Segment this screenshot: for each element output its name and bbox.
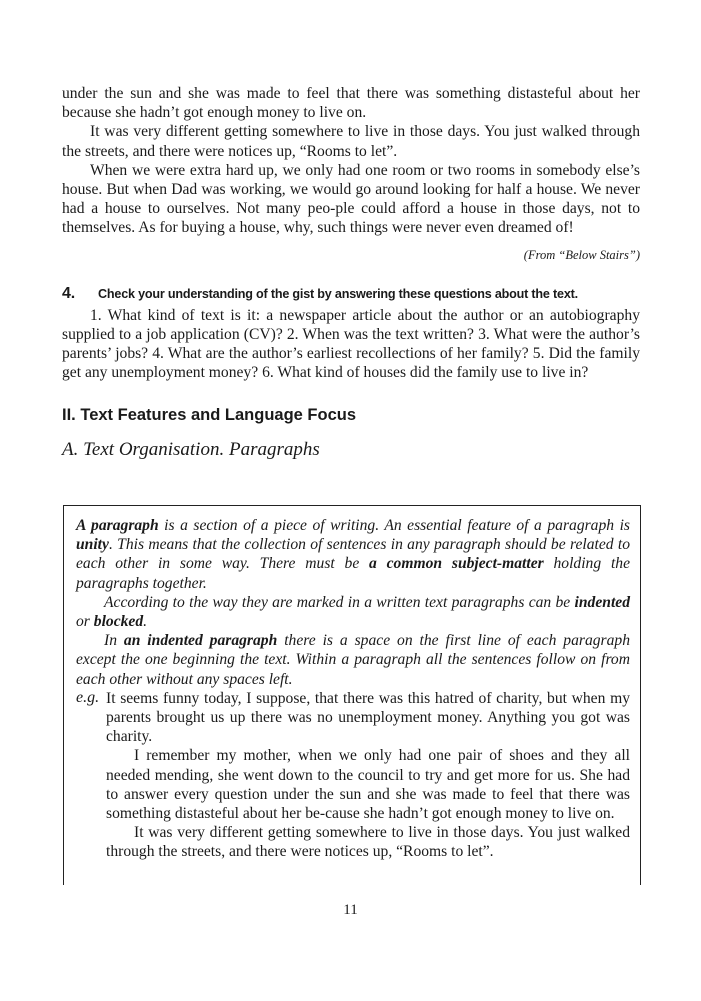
example-label: e.g. (76, 688, 100, 706)
task-questions: 1. What kind of text is it: a newspaper article about the author or an autobiography supplied to a job application (CV)? 2. When was the text written? 3. What were the author’s parents’ jobs? 4. What are the author’s earliest recollections of her family? 5. Did the family get any unemployment money? 6. What kind of houses did the family use to live in? (62, 306, 640, 382)
definition-box (63, 505, 641, 885)
definition-paragraph (76, 631, 630, 689)
text: . This means that the collection of sentences in any paragraph should be related to each other in some way. There must be (76, 536, 630, 573)
example-paragraph: It was very different getting somewhere to live in those days. You just walked through the streets, and there were notices up, “Rooms to let”. (106, 824, 630, 861)
term-indented-paragraph: an indented paragraph (123, 632, 278, 650)
text: According to the way they are marked in a written text paragraphs can be (104, 593, 575, 611)
example-text (106, 689, 630, 862)
text: or (76, 613, 94, 631)
text: In (104, 632, 124, 650)
section-heading: II. Text Features and Language Focus (62, 405, 357, 424)
text: there is a space on the first line of each paragraph except the one beginning the text. Within a paragraph all the sentences follow on from each other without any spaces left. (76, 632, 631, 688)
reading-paragraph: When we were extra hard up, we only had one room or two rooms in somebody else’s house. But when Dad was working, we would go around looking for half a house. We never had a house to ourselves. Not many peo-ple could afford a house in those days, not to themselves. As for buying a house, why, such things were never even dreamed of! (62, 161, 640, 237)
text: . (143, 613, 148, 631)
text: is a section of a piece of writing. An essential feature of a paragraph is (158, 517, 630, 534)
page-body (62, 84, 640, 461)
example-block (76, 689, 630, 862)
reading-paragraph: It was very different getting somewhere to live in those days. You just walked through the streets, and there were notices up, “Rooms to let”. (62, 123, 640, 160)
example-paragraph: It seems funny today, I suppose, that there was this hatred of charity, but when my parents brought us up there was no unemployment money. Anything you got was charity. (106, 689, 630, 746)
task-number: 4. (62, 284, 75, 302)
page-number: 11 (343, 902, 358, 918)
term-common-subject: a common subject-matter (369, 555, 544, 573)
reading-paragraph: under the sun and she was made to feel that there was something distasteful about her because she hadn’t got enough money to live on. (62, 85, 640, 122)
definition-paragraph (76, 593, 630, 631)
example-paragraph: I remember my mother, when we only had one pair of shoes and they all needed mending, she went down to the council to try and get more for us. She had to answer every question under the sun and she was made to feel that there was something distasteful about her be-cause she hadn’t got enough money to live on. (106, 747, 630, 823)
term-unity: unity (76, 536, 109, 554)
definition-paragraph (76, 516, 630, 593)
source-citation: (From “Below Stairs”) (523, 247, 640, 262)
text: holding the paragraphs together. (76, 555, 630, 592)
task-4-heading (62, 285, 640, 303)
term-paragraph: A paragraph (76, 517, 159, 534)
section-subheading: A. Text Organisation. Paragraphs (62, 438, 320, 460)
term-blocked: blocked (93, 613, 144, 631)
term-indented: indented (574, 593, 630, 611)
task-instruction: Check your understanding of the gist by answering these questions about the text. (98, 286, 578, 301)
